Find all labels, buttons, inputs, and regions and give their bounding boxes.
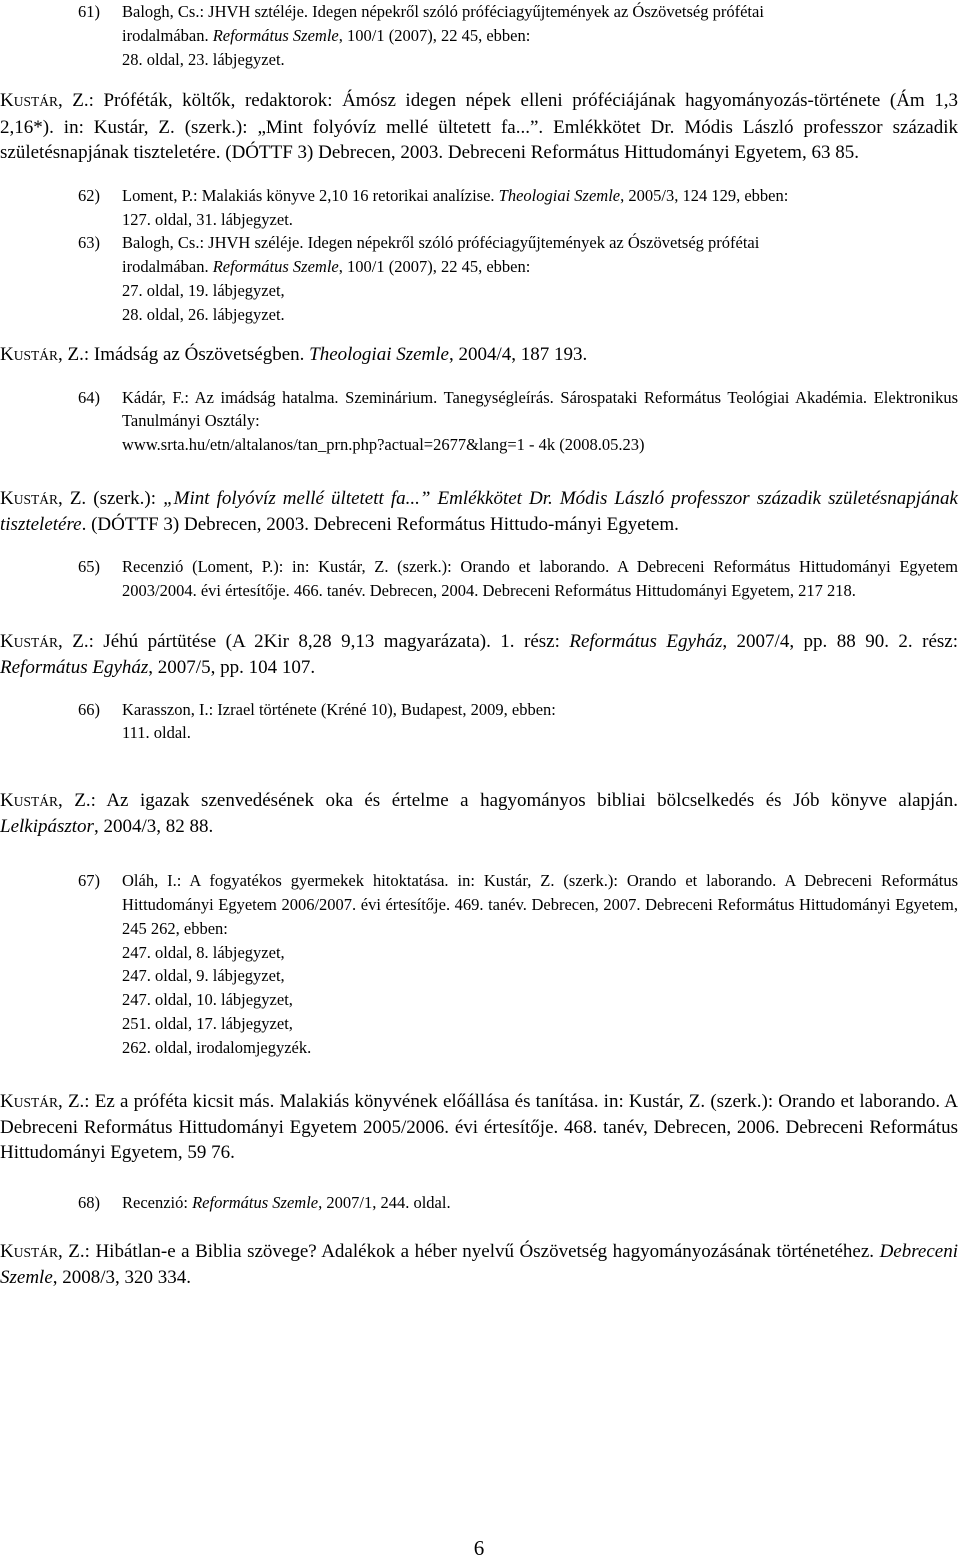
reference-text: Oláh, I.: A fogyatékos gyermekek hitoktatása. in: Kustár, Z. (szerk.): Orando et laborando. A Debreceni Református Hittudományi Egyetem 2006/2007. évi értesítője. 469. tanév. Debrecen, 2007. Debreceni Református Hittudományi Egyetem, 245 262, ebben:	[122, 871, 958, 938]
kustar-entry-7: KUSTÁR, Z.: Hibátlan-e a Biblia szövege? Adalékok a héber nyelvű Ószövetség hagyományozásának történetéhez. Debreceni Szemle, 2008/3, 320 334.	[0, 1241, 958, 1289]
page-number: 6	[473, 1536, 485, 1560]
footnote-line: 251. oldal, 17. lábjegyzet,	[122, 1014, 293, 1034]
kustar-entry-1: KUSTÁR, Z.: Próféták, költők, redaktorok: Ámósz idegen népek elleni próféciájának hagyományozás-története (Ám 1,3 2,16*). in: Kustár, Z. (szerk.): „Mint folyóvíz mellé ültetett fa...”. Emlékkötet Dr. Módis László professzor századik születésnapjának tiszteletére. (DÓTTF 3) Debrecen, 2003. Debreceni Református Hittudományi Egyetem, 63 85.	[0, 90, 958, 164]
reference-66	[0, 698, 958, 746]
reference-text: Balogh, Cs.: JHVH sztéléje. Idegen népekről szóló próféciagyűjtemények az Ószövetség prófétai irodalmában. Református Szemle, 100/1 (2007), 22 45, ebben:	[122, 2, 764, 45]
reference-number: 65)	[78, 557, 100, 577]
footnote-line: 27. oldal, 19. lábjegyzet,	[122, 281, 285, 301]
reference-number: 66)	[78, 699, 100, 719]
footnote-line: 247. oldal, 10. lábjegyzet,	[122, 990, 293, 1010]
footnote-line: 28. oldal, 26. lábjegyzet.	[122, 304, 285, 324]
reference-text: Loment, P.: Malakiás könyve 2,10 16 retorikai analízise. Theologiai Szemle, 2005/3, 124 129, ebben:	[122, 185, 789, 205]
reference-text: Recenzió: Református Szemle, 2007/1, 244. oldal.	[122, 1192, 451, 1212]
reference-number: 61)	[78, 2, 100, 21]
reference-63	[0, 231, 958, 326]
footnote-line: 28. oldal, 23. lábjegyzet.	[122, 49, 285, 69]
reference-url: www.srta.hu/etn/altalanos/tan_prn.php?actual=2677&lang=1 - 4k (2008.05.23)	[122, 435, 645, 455]
reference-62	[0, 184, 958, 232]
reference-number: 62)	[78, 185, 100, 205]
reference-number: 68)	[78, 1192, 100, 1212]
reference-text: Balogh, Cs.: JHVH széléje. Idegen népekről szóló próféciagyűjtemények az Ószövetség prófétai irodalmában. Református Szemle, 100/1 (2007), 22 45, ebben:	[122, 233, 760, 277]
reference-64	[0, 386, 958, 457]
footnote-line: 111. oldal.	[122, 723, 191, 743]
reference-text: Kádár, F.: Az imádság hatalma. Szeminárium. Tanegységleírás. Sárospataki Református Teológiai Akadémia. Elektronikus Tanulmányi Osztály:	[122, 387, 958, 431]
reference-67	[0, 869, 958, 1059]
reference-text: Recenzió (Loment, P.): in: Kustár, Z. (szerk.): Orando et laborando. A Debreceni Református Hittudományi Egyetem 2003/2004. évi értesítője. 466. tanév. Debrecen, 2004. Debreceni Református Hittudományi Egyetem, 217 218.	[122, 557, 958, 600]
kustar-entry-2: KUSTÁR, Z.: Imádság az Ószövetségben. Theologiai Szemle, 2004/4, 187 193.	[0, 343, 588, 365]
footnote-line: 247. oldal, 9. lábjegyzet,	[122, 966, 285, 986]
footnote-line: 127. oldal, 31. lábjegyzet.	[122, 209, 293, 229]
kustar-entry-3: KUSTÁR, Z. (szerk.): „Mint folyóvíz mellé ültetett fa...” Emlékkötet Dr. Módis László professzor századik születésnapjának tiszteletére. (DÓTTF 3) Debrecen, 2003. Debreceni Református Hittudo-mányi Egyetem.	[0, 488, 958, 536]
reference-65	[0, 555, 958, 603]
reference-number: 64)	[78, 387, 100, 407]
reference-61-continued	[0, 0, 958, 71]
reference-number: 63)	[78, 233, 100, 253]
kustar-entry-4: KUSTÁR, Z.: Jéhú pártütése (A 2Kir 8,28 9,13 magyarázata). 1. rész: Református Egyház, 2007/4, pp. 88 90. 2. rész: Református Egyház, 2007/5, pp. 104 107.	[0, 630, 958, 678]
kustar-entry-6: KUSTÁR, Z.: Ez a próféta kicsit más. Malakiás könyvének előállása és tanítása. in: Kustár, Z. (szerk.): Orando et laborando. A Debreceni Református Hittudományi Egyetem 2005/2006. évi értesítője. 468. tanév, Debrecen, 2006. Debreceni Református Hittudományi Egyetem, 59 76.	[0, 1090, 958, 1163]
kustar-entry-5: KUSTÁR, Z.: Az igazak szenvedésének oka és értelme a hagyományos bibliai bölcselkedés és Jób könyve alapján. Lelkipásztor, 2004/3, 82 88.	[0, 790, 958, 838]
footnote-line: 262. oldal, irodalomjegyzék.	[122, 1037, 312, 1057]
reference-text: Karasszon, I.: Izrael története (Kréné 10), Budapest, 2009, ebben:	[122, 699, 556, 719]
footnote-line: 247. oldal, 8. lábjegyzet,	[122, 942, 285, 962]
reference-number: 67)	[78, 871, 100, 891]
reference-68	[0, 1191, 958, 1215]
